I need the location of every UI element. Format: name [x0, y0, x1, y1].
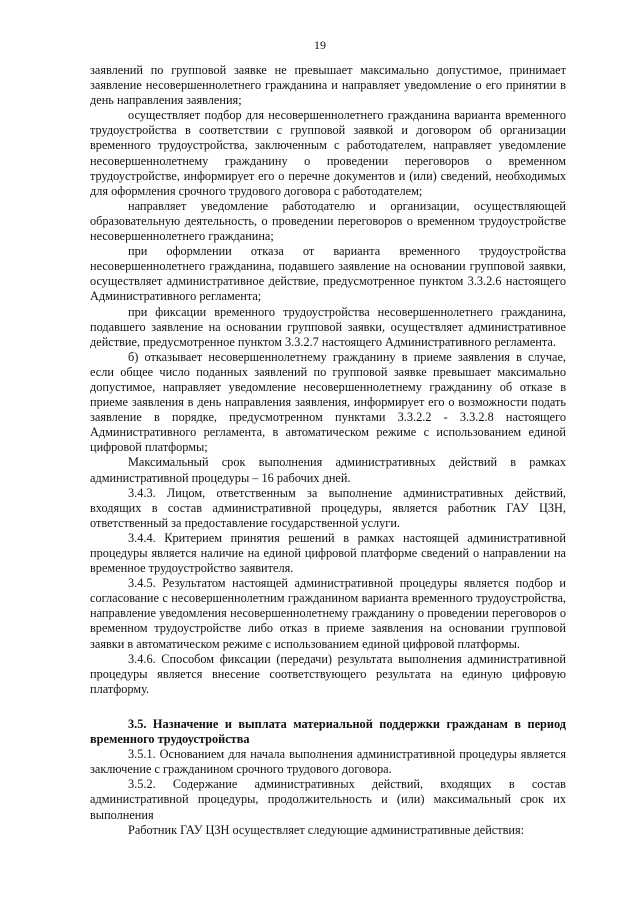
paragraph-2: осуществляет подбор для несовершеннолетнего гражданина варианта временного трудоустройства в соответствии с групповой заявкой и договором об организации временного трудоустройства, заключенным с работодателем, направляет уведомление несовершеннолетнему гражданину о проведении переговоров о временном трудоустройстве, информирует его о перечне документов и (или) сведений, необходимых для оформления срочного трудового договора с работодателем; — [90, 108, 566, 198]
paragraph-1: заявлений по групповой заявке не превышает максимально допустимое, принимает заявление несовершеннолетнего гражданина и направляет уведомление о его принятии в день направления заявления; — [90, 63, 566, 108]
paragraph-3-4-3: 3.4.3. Лицом, ответственным за выполнение административных действий, входящих в состав административной процедуры, является работник ГАУ ЦЗН, ответственный за предоставление государственной услуги. — [90, 485, 566, 530]
paragraph-6: б) отказывает несовершеннолетнему гражданину в приеме заявления в случае, если общее число поданных заявлений по групповой заявке превышает максимально допустимое, направляет уведомление несовершеннолетнему гражданину об отказе в приеме заявления в день направления заявления, информирует его о возможности подать заявление в порядке, предусмотренном пунктами 3.3.2.2 - 3.3.2.8 настоящего Административного регламента, в автоматическом режиме с использованием единой цифровой платформы; — [90, 349, 566, 455]
paragraph-actions-intro: Работник ГАУ ЦЗН осуществляет следующие административные действия: — [128, 822, 525, 837]
paragraph-3-4-4: 3.4.4. Критерием принятия решений в рамках настоящей административной процедуры является наличие на единой цифровой платформе сведений о направлении на временное трудоустройство заявителя. — [90, 530, 566, 576]
paragraph-3-4-5: 3.4.5. Результатом настоящей административной процедуры является подбор и согласование с несовершеннолетним гражданином варианта временного трудоустройства, направление уведомления несовершеннолетнему гражданину о проведении переговоров о временном трудоустройстве либо отказ в приеме заявления на основании групповой заявки в автоматическом режиме с использованием единой цифровой платформы. — [90, 576, 566, 651]
section-heading-3-5: 3.5. Назначение и выплата материальной поддержки гражданам в период временного трудоустройства — [90, 716, 566, 747]
paragraph-3-5-1: 3.5.1. Основанием для начала выполнения административной процедуры является заключение с гражданином срочного трудового договора. — [90, 747, 566, 777]
paragraph-4: при оформлении отказа от варианта временного трудоустройства несовершеннолетнего гражданина, подавшего заявление на основании групповой заявки, осуществляет административное действие, предусмотренное пунктом 3.3.2.6 настоящего Административного регламента; — [90, 244, 566, 304]
paragraph-5: при фиксации временного трудоустройства несовершеннолетнего гражданина, подавшего заявление на основании групповой заявки, осуществляет административное действие, предусмотренное пунктом 3.3.2.7 настоящего Административного регламента. — [90, 304, 566, 349]
paragraph-3-5-2: 3.5.2. Содержание административных действий, входящих в состав административной процедуры, продолжительность и (или) максимальный срок их выполнения — [90, 777, 566, 822]
document-body — [90, 63, 566, 838]
page-number: 19 — [314, 38, 326, 52]
paragraph-3-4-6: 3.4.6. Способом фиксации (передачи) результата выполнения административной процедуры является внесение соответствующего результата на единую цифровую платформу. — [90, 651, 566, 696]
paragraph-7: Максимальный срок выполнения административных действий в рамках административной процедуры – 16 рабочих дней. — [90, 455, 566, 485]
paragraph-3: направляет уведомление работодателю и организации, осуществляющей образовательную деятельность, о проведении переговоров о временном трудоустройстве несовершеннолетнего гражданина; — [90, 198, 566, 244]
